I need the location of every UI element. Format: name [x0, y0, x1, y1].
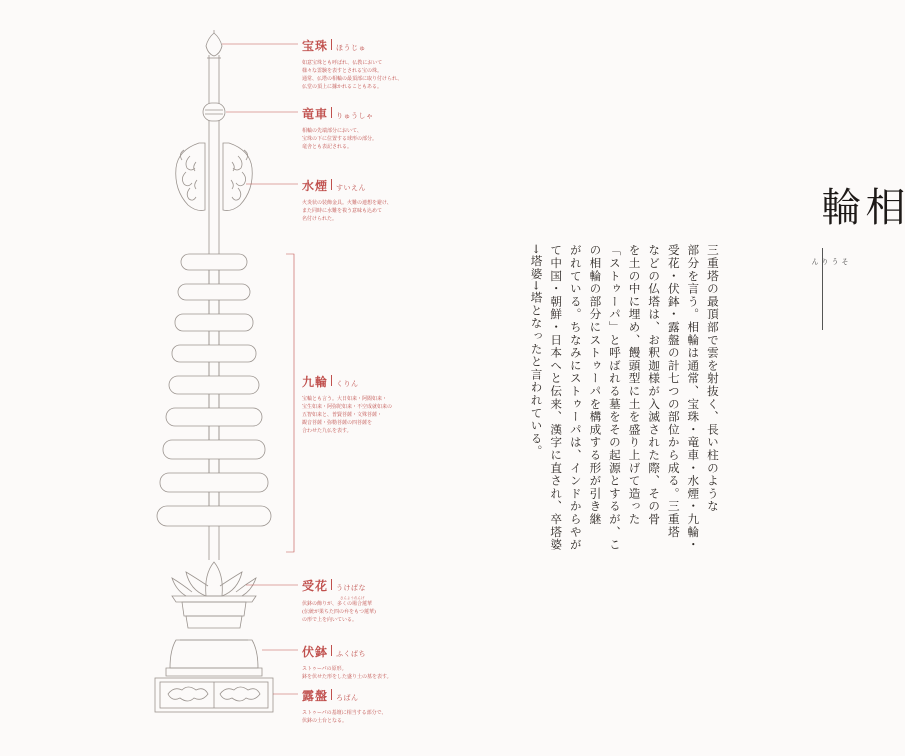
part-reading: うけばな — [336, 584, 367, 592]
suien-flames — [176, 143, 253, 210]
desc-line: 五智如来と、普賢菩薩・文殊菩薩・ — [302, 412, 383, 418]
desc-line: 合わせた九仏を表す。 — [302, 428, 352, 434]
desc-line: 伏鉢の土台となる。 — [302, 718, 348, 724]
part-reading: りゅうしゃ — [336, 112, 374, 120]
callout-suien — [302, 177, 392, 223]
part-reading: ふくばち — [336, 650, 367, 658]
page-title: 相輪 — [815, 186, 905, 236]
desc-line: 火炎状の装飾金具。火難の連想を避け、 — [302, 200, 392, 206]
callout-roban — [302, 687, 387, 725]
callout-hoju — [302, 37, 402, 91]
part-name: 伏鉢 — [302, 645, 329, 659]
kurin-rings — [157, 254, 271, 526]
part-name: 受花 — [302, 579, 329, 593]
desc-line: 竜舎とも表記される。 — [302, 144, 353, 150]
desc-line: の形で上を向いている。 — [302, 617, 358, 623]
callout-kurin — [302, 373, 392, 435]
part-reading: くりん — [336, 380, 359, 388]
separator — [331, 689, 332, 700]
ukebana-lotus — [172, 562, 256, 628]
desc-line: 宝輪とも言う。大日如来・阿閦如来・ — [302, 396, 388, 402]
part-name: 水煙 — [302, 179, 329, 193]
desc-line: ストゥーパの原形。 — [302, 666, 347, 672]
ruby-text: さんようれんげ — [340, 596, 365, 600]
part-desc — [302, 665, 392, 681]
part-desc — [302, 199, 392, 223]
desc-line: また同時に水難を祓う意味も込めて — [302, 208, 383, 214]
part-name: 宝珠 — [302, 39, 329, 53]
roban-base — [155, 678, 273, 712]
desc-line: 様々な霊験を表すとされる宝の珠。 — [302, 68, 383, 74]
part-desc — [302, 395, 392, 435]
desc-line: 観音菩薩・弥勒菩薩の四菩薩を — [302, 420, 373, 426]
separator — [331, 39, 332, 50]
part-name: 九輪 — [302, 375, 329, 389]
desc-line: 宝珠の下に位置する球形の部分。 — [302, 136, 378, 142]
part-reading: ろばん — [336, 694, 359, 702]
desc-line: 伏鉢の飾りが、多くの場合蓮華 — [302, 601, 373, 607]
desc-line: 鉢を伏せた形をした盛り土の墓を表す。 — [302, 674, 392, 680]
hoju-jewel — [206, 30, 222, 58]
desc-line: 相輪の先端部分において、 — [302, 128, 362, 134]
ryusha — [203, 103, 225, 121]
part-desc — [302, 59, 402, 91]
desc-line: (伝統が果ちた四の弁をもつ蓮華) — [302, 609, 376, 615]
body-text: 三重塔の最頂部で雲を射抜く、長い柱のような 部分を言う。相輪は通常、宝珠・竜車・水煙・九輪・ 受花・伏鉢・露盤の計七つの部位から成る。三重塔 などの仏塔は、お釈迦様が入滅された際、その骨 を土の中に埋め、饅頭型に土を盛り上げて造った 「ストゥーパ」と呼ばれる墓をその起源とするが、こ の相輪の部分にストゥーパを構成する形が引き継 がれている。ちなみにストゥーパは、インドからやが て中国・朝鮮・日本へと伝来、漢字に直され、卒塔婆 →塔婆→塔となったと言われている。 — [529, 244, 720, 552]
callout-fukubachi — [302, 643, 392, 681]
bracket-kurin — [286, 254, 294, 552]
leader-lines — [222, 44, 298, 694]
desc-line: 名付けられた。 — [302, 216, 338, 222]
part-desc — [302, 709, 387, 725]
callout-ukebana — [302, 577, 376, 624]
callout-ryusha — [302, 105, 377, 151]
separator — [331, 179, 332, 190]
desc-line: 仏堂の頂上に據かれることもある。 — [302, 84, 383, 90]
separator — [331, 645, 332, 656]
fukubachi-bowl — [166, 640, 262, 676]
separator — [331, 107, 332, 118]
part-name: 竜車 — [302, 107, 329, 121]
title-reading: そうりん — [811, 258, 849, 267]
separator — [331, 579, 332, 590]
desc-line: 如意宝珠とも呼ばれ、仏教において — [302, 60, 383, 66]
part-reading: ほうじゅ — [336, 44, 367, 52]
desc-line: 宝生如来・阿弥陀如来・不空成就如来の — [302, 404, 393, 410]
part-name: 露盤 — [302, 689, 329, 703]
separator — [331, 375, 332, 386]
part-desc — [302, 596, 376, 624]
part-reading: すいえん — [336, 184, 367, 192]
desc-line: ストゥーパの基壇に相当する部分で、 — [302, 710, 387, 716]
part-desc — [302, 127, 377, 151]
desc-line: 通常、仏塔の相輪の最頂部に取り付けられ、 — [302, 76, 403, 82]
